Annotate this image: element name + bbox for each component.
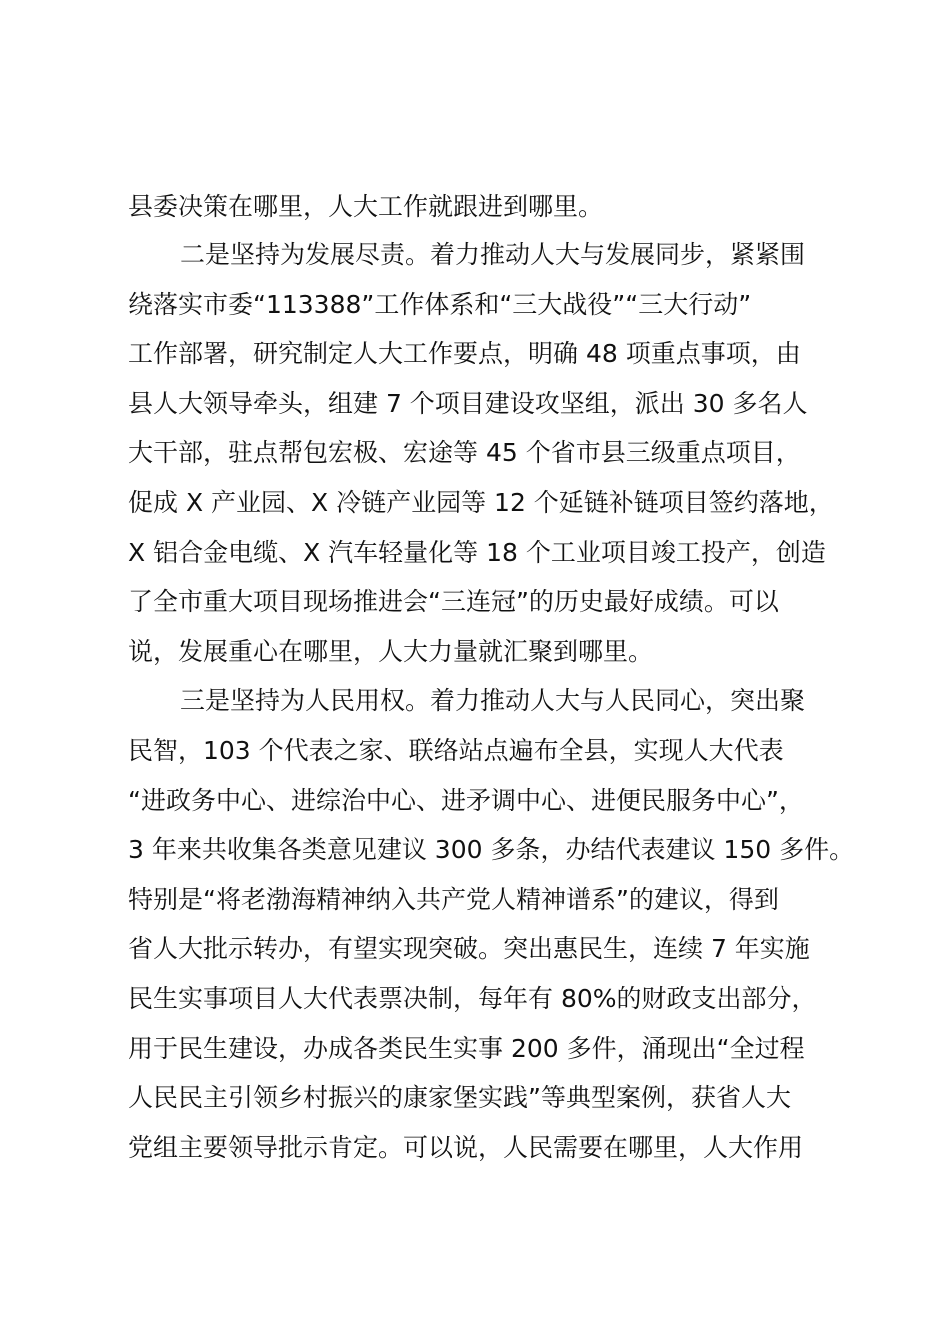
text-line: 绕落实市委“113388”工作体系和“三大战役”“三大行动” [128, 289, 752, 319]
text-line: 促成 X 产业园、X 冷链产业园等 12 个延链补链项目签约落地， [128, 487, 834, 517]
text-line: 党组主要领导批示肯定。可以说，人民需要在哪里，人大作用 [128, 1132, 804, 1162]
text-line: 省人大批示转办，有望实现突破。突出惠民生，连续 7 年实施 [128, 934, 810, 964]
body-text [128, 184, 868, 1172]
text-line: “进政务中心、进综治中心、进矛调中心、进便民服务中心”， [128, 785, 804, 815]
paragraph-start-line: 二是坚持为发展尽责。着力推动人大与发展同步，紧紧围 [180, 240, 806, 269]
text-line: 工作部署，研究制定人大工作要点，明确 48 项重点事项，由 [128, 339, 801, 369]
text-line: 民生实事项目人大代表票决制，每年有 80%的财政支出部分， [128, 983, 817, 1013]
text-line: 人民民主引领乡村振兴的康家堡实践”等典型案例，获省人大 [128, 1083, 791, 1113]
text-line: 3 年来共收集各类意见建议 300 多条，办结代表建议 150 多件。 [128, 835, 855, 865]
text-line: 用于民生建设，办成各类民生实事 200 多件，涌现出“全过程 [128, 1033, 805, 1063]
text-line: 了全市重大项目现场推进会“三连冠”的历史最好成绩。可以 [128, 587, 779, 617]
text-line: 特别是“将老渤海精神纳入共产党人精神谱系”的建议，得到 [128, 884, 779, 914]
paragraph-start-line: 三是坚持为人民用权。着力推动人大与人民同心，突出聚 [180, 686, 806, 716]
text-line: 民智，103 个代表之家、联络站点遍布全县，实现人大代表 [128, 735, 784, 765]
text-line: 县委决策在哪里，人大工作就跟进到哪里。 [128, 192, 604, 221]
text-line: 县人大领导牵头，组建 7 个项目建设攻坚组，派出 30 多名人 [128, 388, 808, 418]
text-line: 说，发展重心在哪里，人大力量就汇聚到哪里。 [128, 636, 654, 666]
text-line: 大干部，驻点帮包宏极、宏途等 45 个省市县三级重点项目， [128, 438, 801, 468]
text-line: X 铝合金电缆、X 汽车轻量化等 18 个工业项目竣工投产，创造 [128, 537, 826, 567]
